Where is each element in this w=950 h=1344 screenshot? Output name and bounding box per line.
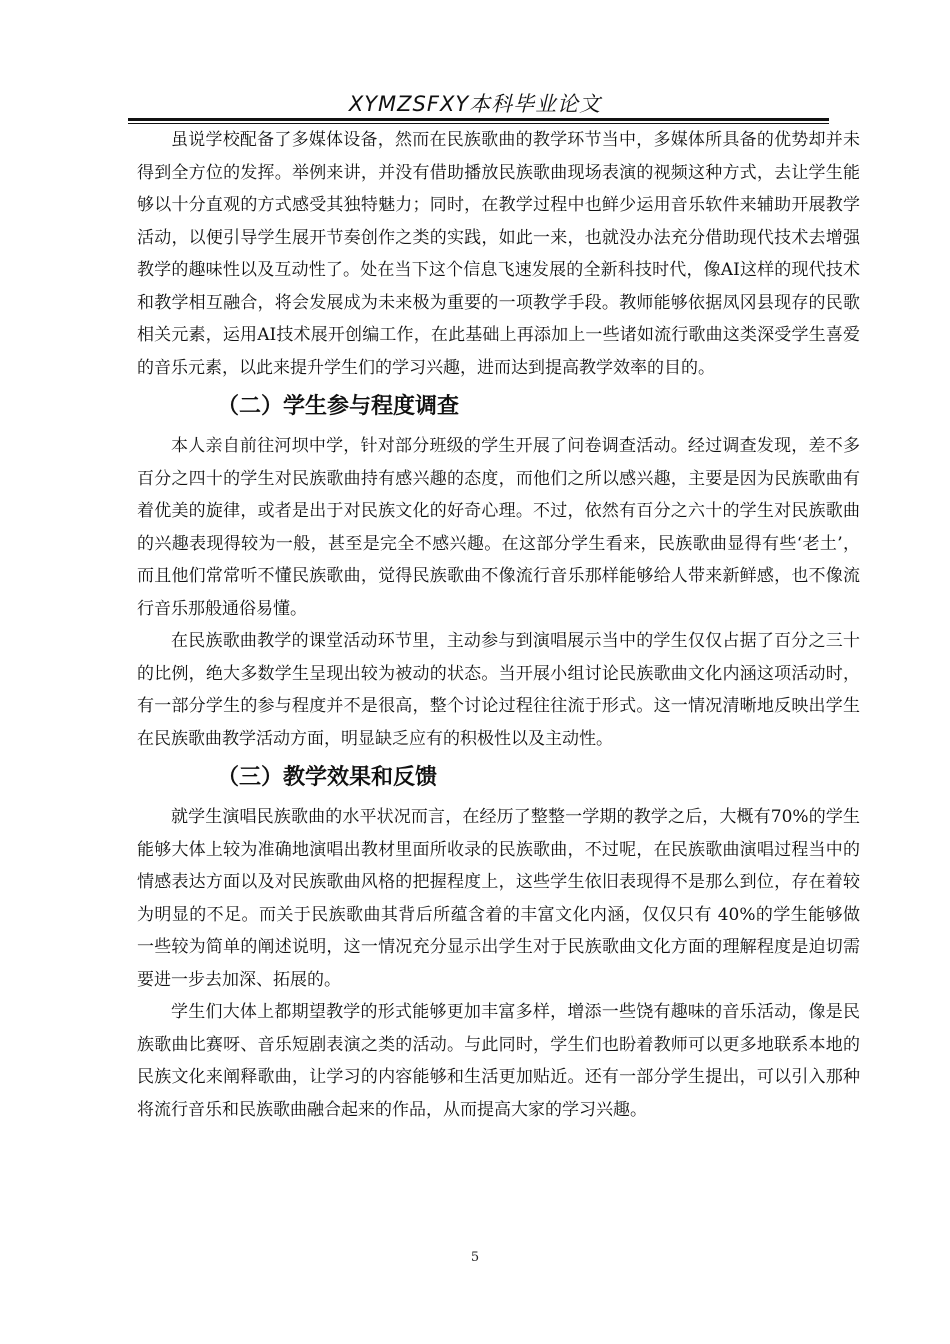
page-number: 5 [470,1250,480,1265]
running-header-title: XYMZSFXY本科毕业论文 [348,92,602,116]
paragraph-student-expectations: 学生们大体上都期望教学的形式能够更加丰富多样，增添一些饶有趣味的音乐活动，像是民族歌曲比赛呀、音乐短剧表演之类的活动。与此同时，学生们也盼着教师可以更多地联系本地的民族文化来阐释歌曲，让学习的内容能够和生活更加贴近。还有一部分学生提出，可以引入那种将流行音乐和民族歌曲融合起来的作品，从而提高大家的学习兴趣。 [137,1002,860,1120]
paragraph-survey: 本人亲自前往河坝中学，针对部分班级的学生开展了问卷调查活动。经过调查发现，差不多百分之四十的学生对民族歌曲持有感兴趣的态度，而他们之所以感兴趣，主要是因为民族歌曲有着优美的旋律，或者是出于对民族文化的好奇心理。不过，依然有百分之六十的学生对民族歌曲的兴趣表现得较为一般，甚至是完全不感兴趣。在这部分学生看来，民族歌曲显得有些‘老土’，而且他们常常听不懂民族歌曲，觉得民族歌曲不像流行音乐那样能够给人带来新鲜感，也不像流行音乐那般通俗易懂。 [137,436,860,619]
header-rule-thick [128,118,829,121]
section-heading-effect-feedback: （三）教学效果和反馈 [217,765,438,790]
paragraph-singing-level: 就学生演唱民族歌曲的水平状况而言，在经历了整整一学期的教学之后，大概有70%的学生能够大体上较为准确地演唱出教材里面所收录的民族歌曲，不过呢，在民族歌曲演唱过程当中的情感表达方面以及对民族歌曲风格的把握程度上，这些学生依旧表现得不是那么到位，存在着较为明显的不足。而关于民族歌曲其背后所蕴含着的丰富文化内涵，仅仅只有 40%的学生能够做一些较为简单的阐述说明，这一情况充分显示出学生对于民族歌曲文化方面的理解程度是迫切需要进一步去加深、拓展的。 [137,807,860,990]
paragraph-classroom-activity: 在民族歌曲教学的课堂活动环节里，主动参与到演唱展示当中的学生仅仅占据了百分之三十的比例，绝大多数学生呈现出较为被动的状态。当开展小组讨论民族歌曲文化内涵这项活动时，有一部分学生的参与程度并不是很高，整个讨论过程往往流于形式。这一情况清晰地反映出学生在民族歌曲教学活动方面，明显缺乏应有的积极性以及主动性。 [137,631,860,749]
body-text [137,124,860,1126]
section-heading-participation: （二）学生参与程度调查 [217,394,460,419]
paragraph-multimedia: 虽说学校配备了多媒体设备，然而在民族歌曲的教学环节当中，多媒体所具备的优势却并未得到全方位的发挥。举例来讲，并没有借助播放民族歌曲现场表演的视频这种方式，去让学生能够以十分直观的方式感受其独特魅力；同时，在教学过程中也鲜少运用音乐软件来辅助开展教学活动，以便引导学生展开节奏创作之类的实践，如此一来，也就没办法充分借助现代技术去增强教学的趣味性以及互动性了。处在当下这个信息飞速发展的全新科技时代，像AI这样的现代技术和教学相互融合，将会发展成为未来极为重要的一项教学手段。教师能够依据凤冈县现存的民歌相关元素，运用AI技术展开创编工作，在此基础上再添加上一些诸如流行歌曲这类深受学生喜爱的音乐元素，以此来提升学生们的学习兴趣，进而达到提高教学效率的目的。 [137,130,860,378]
